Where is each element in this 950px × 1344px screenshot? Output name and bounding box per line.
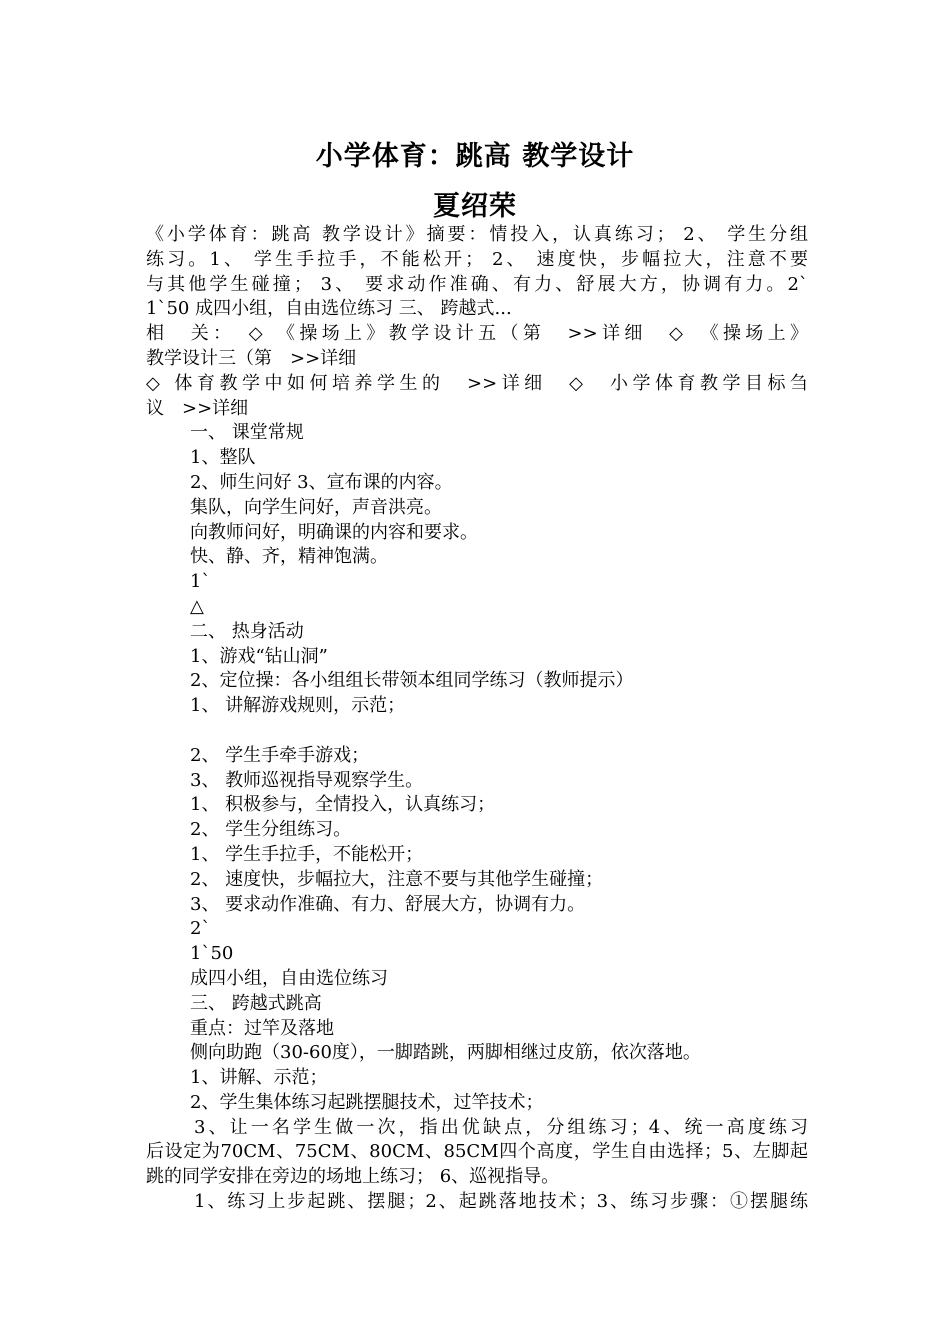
content-line: 2、 速度快，步幅拉大，注意不要与其他学生碰撞； [190, 868, 604, 890]
content-line: 二、 热身活动 [190, 620, 304, 642]
tail-paragraph [146, 1116, 808, 1215]
summary-line: 1`50 成四小组，自由选位练习 三、 跨越式... [146, 298, 512, 320]
content-line: 1、讲解、示范； [190, 1067, 328, 1089]
triangle-mark: △ [190, 595, 204, 617]
content-line: 成四小组，自由选位练习 [190, 967, 388, 989]
related-line[interactable]: 教学设计三（第 >>详细 [146, 347, 357, 369]
content-line: 快、静、齐，精神饱满。 [190, 546, 388, 568]
summary-line: 《小学体育：跳高 教学设计》摘要：情投入，认真练习； 2、 学生分组 [146, 224, 808, 245]
tail-line: 1、练习上步起跳、摆腿；2、起跳落地技术；3、练习步骤：①摆腿练 [194, 1191, 808, 1213]
content-line: 向教师问好，明确课的内容和要求。 [190, 521, 478, 543]
blank-line [146, 719, 808, 744]
tail-line: 后设定为70CM、75CM、80CM、85CM四个高度，学生自由选择；5、左脚起 [146, 1141, 808, 1163]
content-line: 2、学生集体练习起跳摆腿技术，过竿技术； [190, 1091, 544, 1113]
summary-line: 与其他学生碰撞； 3、 要求动作准确、有力、舒展大方，协调有力。2` [146, 273, 808, 295]
content-line: 1`50 [190, 943, 234, 965]
content-line: 3、 要求动作准确、有力、舒展大方，协调有力。 [190, 893, 586, 915]
content-line: 三、 跨越式跳高 [190, 992, 322, 1014]
content-line: 2、 学生分组练习。 [190, 819, 352, 841]
related-line[interactable]: 相 关： ◇ 《操场上》教学设计五（第 >>详细 ◇ 《操场上》 [146, 323, 808, 345]
content-line: 2、定位操：各小组组长带领本组同学练习（教师提示） [190, 670, 634, 692]
related-line[interactable]: 议 >>详细 [146, 397, 249, 419]
tail-line: 3、让一名学生做一次，指出优缺点，分组练习；4、统一高度练习 [194, 1116, 808, 1138]
lesson-content [146, 421, 808, 1115]
related-links [146, 322, 808, 421]
content-line: 侧向助跑（30-60度），一脚踏跳，两脚相继过皮筋，依次落地。 [190, 1042, 701, 1064]
related-line[interactable]: ◇ 体育教学中如何培养学生的 >>详细 ◇ 小学体育教学目标刍 [146, 372, 808, 394]
summary-paragraph [146, 223, 808, 322]
content-line: 1、游戏“钻山洞” [190, 645, 328, 667]
content-line: 1、 积极参与，全情投入，认真练习； [190, 794, 496, 816]
content-line: 一、 课堂常规 [190, 422, 304, 444]
document-author: 夏绍荣 [433, 191, 517, 222]
summary-line: 练习。1、 学生手拉手，不能松开； 2、 速度快，步幅拉大，注意不要 [146, 248, 808, 270]
tail-line: 跳的同学安排在旁边的场地上练习； 6、巡视指导。 [146, 1166, 560, 1188]
content-line: 1、 讲解游戏规则，示范； [190, 695, 406, 717]
document-body [146, 223, 808, 1215]
content-line: 1、 学生手拉手，不能松开； [190, 843, 424, 865]
content-line: 集队，向学生问好，声音洪亮。 [190, 496, 442, 518]
content-line: 2` [190, 918, 211, 940]
content-line: 1` [190, 571, 211, 593]
content-line: 2、 学生手牵手游戏； [190, 744, 370, 766]
content-line: 重点：过竿及落地 [190, 1017, 334, 1039]
content-line: 1、整队 [190, 447, 256, 469]
document-title: 小学体育：跳高 教学设计 [315, 141, 635, 172]
content-line: 3、 教师巡视指导观察学生。 [190, 769, 424, 791]
content-line: 2、师生问好 3、宣布课的内容。 [190, 471, 453, 493]
